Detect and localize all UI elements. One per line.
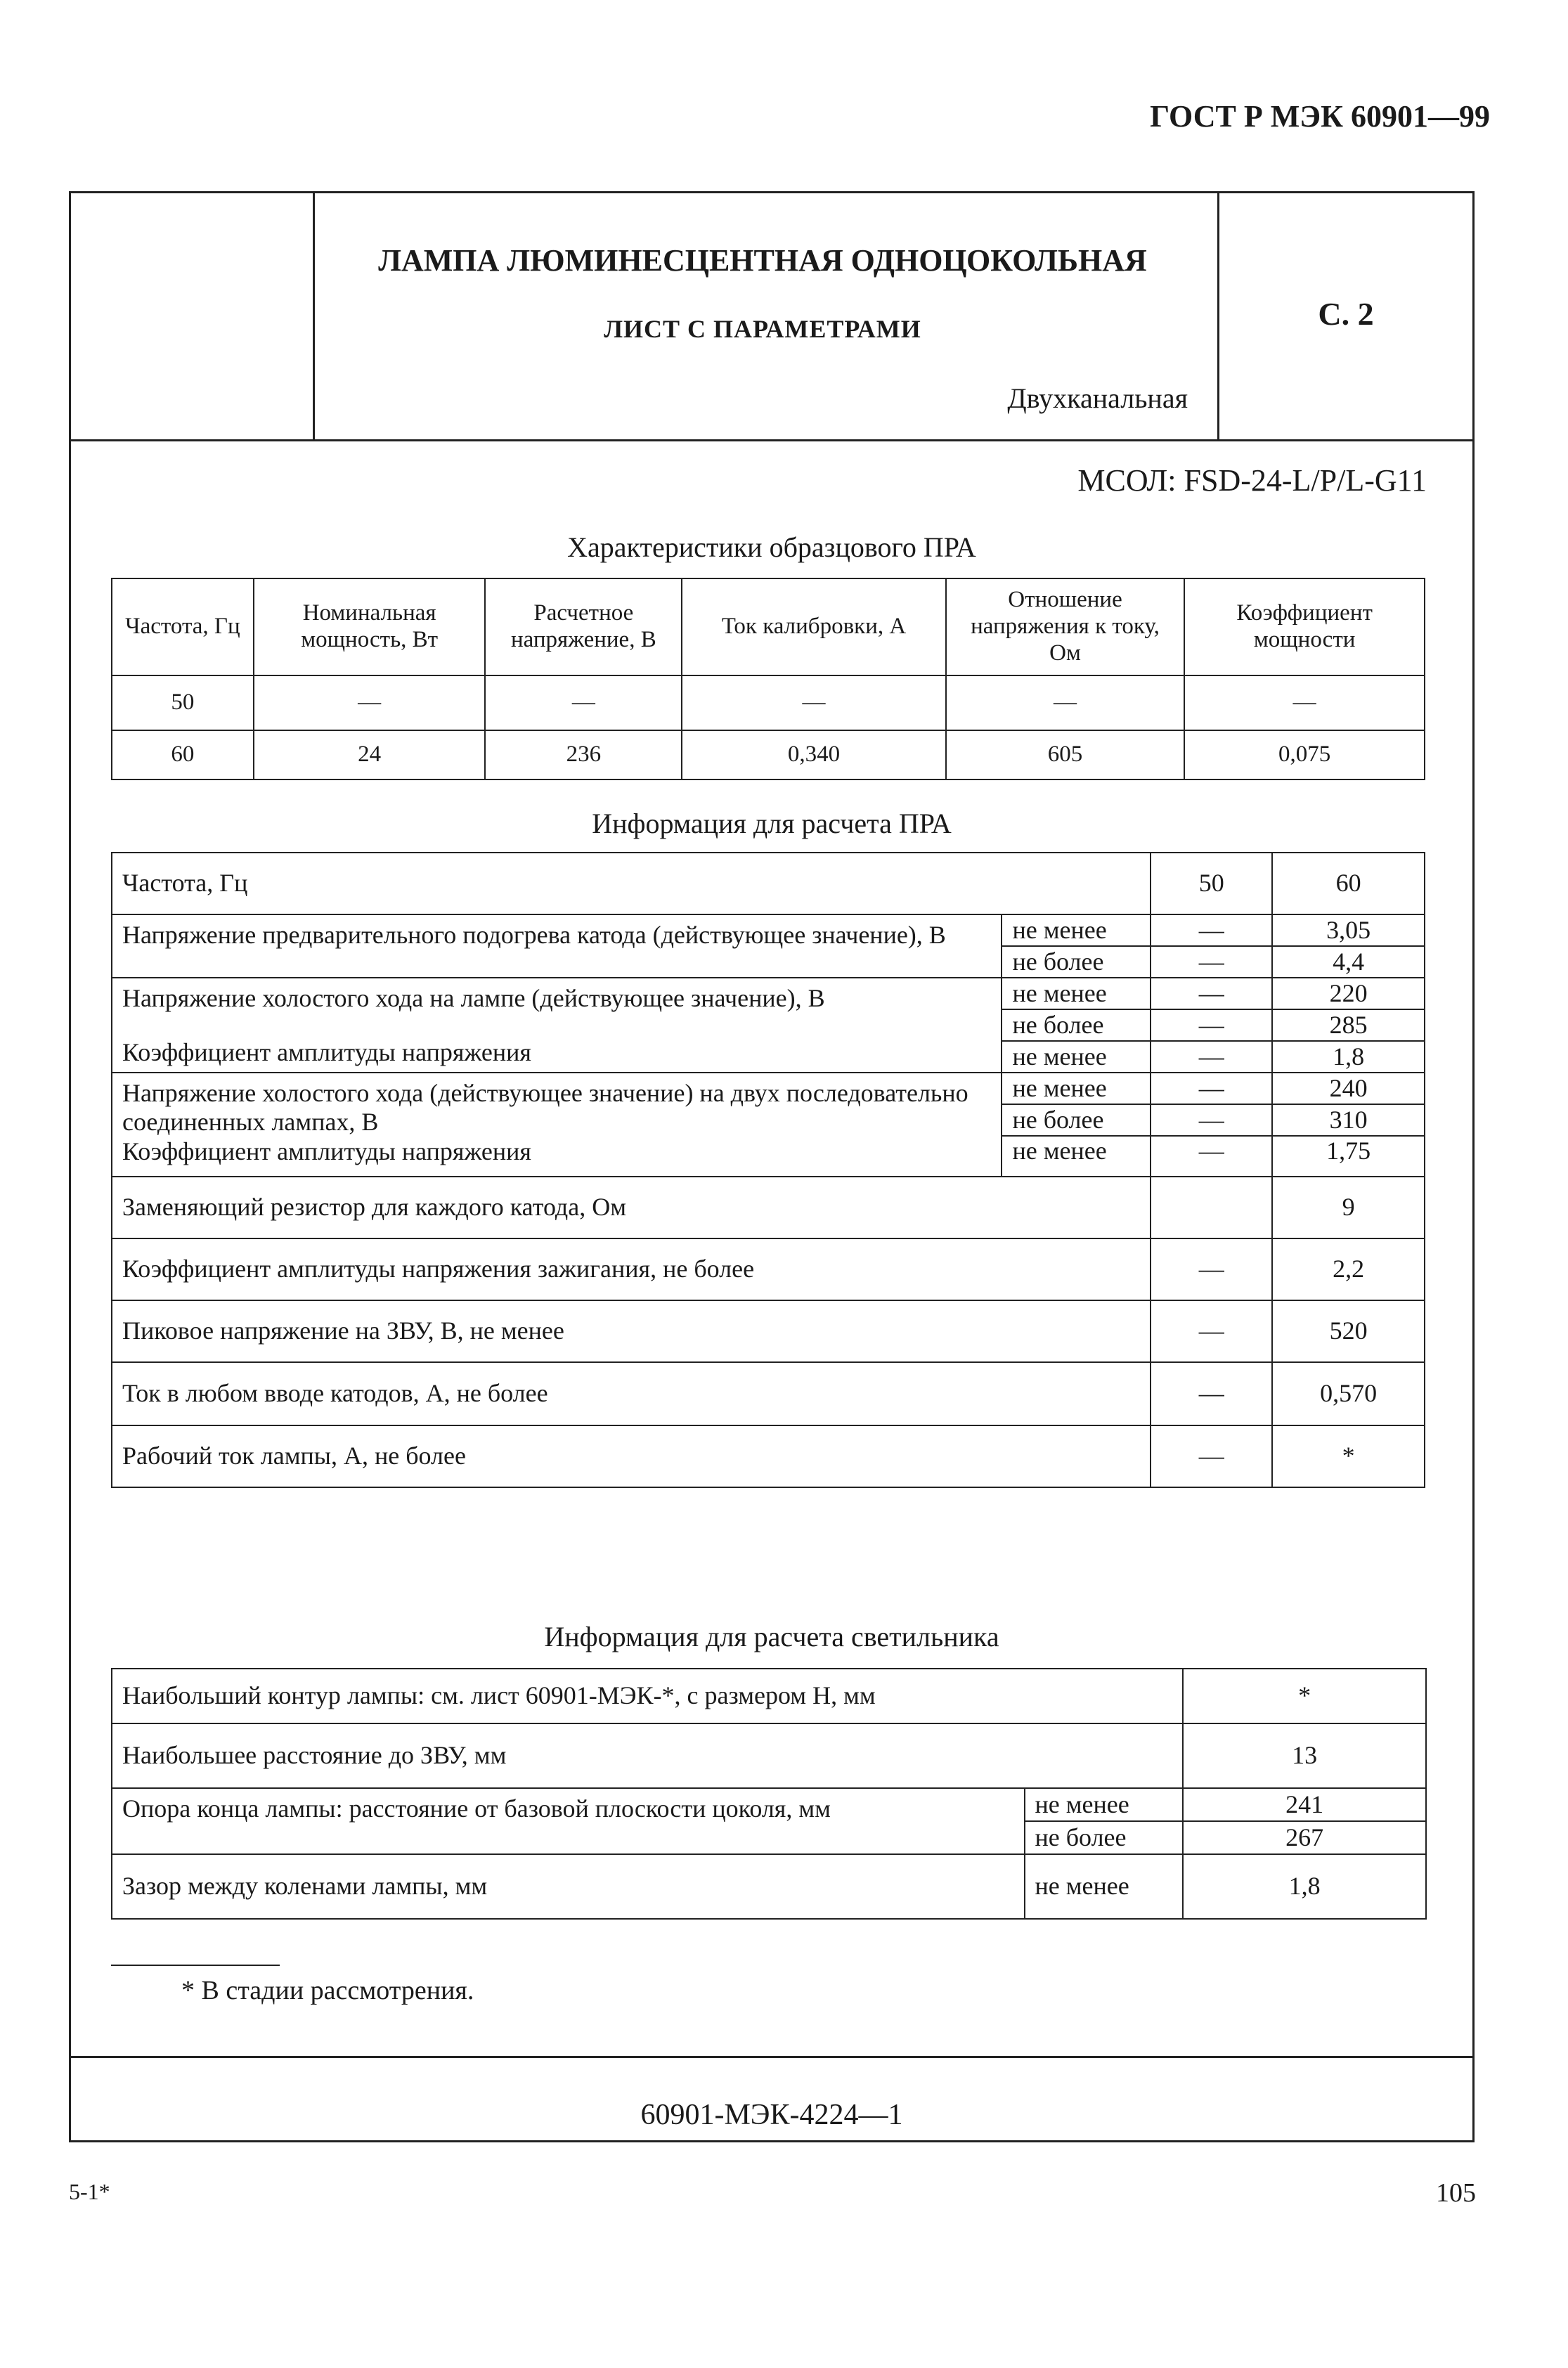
condition-cell: не менее — [1002, 978, 1151, 1009]
footer-left-mark: 5-1* — [69, 2179, 110, 2204]
condition-cell: не менее — [1002, 914, 1151, 946]
condition-cell: не менее — [1002, 1073, 1151, 1104]
table-cell: 605 — [946, 730, 1185, 779]
preheat-label: Напряжение предварительного подогрева катода (действующее значение), В — [112, 914, 1002, 978]
value-50: — — [1151, 946, 1272, 978]
value-60: 310 — [1272, 1104, 1425, 1136]
col-header: Расчетное напряжение, В — [485, 578, 682, 675]
value-50: — — [1151, 978, 1272, 1009]
document-code: 60901-МЭК-4224—1 — [640, 2099, 903, 2131]
value-60: 4,4 — [1272, 946, 1425, 978]
footnote-rule — [111, 1965, 280, 1966]
sheet-number: С. 2 — [1318, 296, 1374, 332]
value-50: — — [1151, 1425, 1272, 1487]
contour-label: Наибольший контур лампы: см. лист 60901-МЭК-*, с размером H, мм — [112, 1669, 1183, 1723]
footer-divider — [69, 2056, 1475, 2058]
value-50: — — [1151, 1009, 1272, 1041]
condition-cell: не более — [1002, 1104, 1151, 1136]
table-cell: 236 — [485, 730, 682, 779]
col-header: Номинальная мощность, Вт — [254, 578, 486, 675]
value-50: — — [1151, 1238, 1272, 1300]
table-cell: — — [682, 675, 945, 730]
col-header: Ток калибровки, А — [682, 578, 945, 675]
ignition-crest-label: Коэффициент амплитуды напряжения зажигания, не более — [112, 1238, 1151, 1300]
value-50: — — [1151, 1041, 1272, 1073]
gap-value: 1,8 — [1183, 1854, 1426, 1919]
value-50: — — [1151, 1073, 1272, 1104]
table-cell: 0,340 — [682, 730, 945, 779]
lamp-variant: Двухканальная — [1007, 382, 1188, 414]
value-60: 3,05 — [1272, 914, 1425, 946]
table-row — [112, 730, 1425, 779]
opencircuit-label — [112, 978, 1002, 1073]
value-50: — — [1151, 1362, 1272, 1425]
table-cell: 60 — [112, 730, 254, 779]
series-label — [112, 1073, 1002, 1177]
value-60: 285 — [1272, 1009, 1425, 1041]
condition-cell: не менее — [1002, 1136, 1151, 1177]
distance-value: 13 — [1183, 1723, 1426, 1788]
freq-50: 50 — [1151, 853, 1272, 914]
page-number: 105 — [1436, 2178, 1476, 2208]
standard-number: ГОСТ Р МЭК 60901—99 — [1150, 99, 1490, 134]
value-50: — — [1151, 914, 1272, 946]
support-min-value: 241 — [1183, 1788, 1426, 1821]
condition-cell: не более — [1025, 1821, 1184, 1854]
luminaire-caption: Информация для расчета светильника — [544, 1621, 999, 1652]
value-50 — [1151, 1177, 1272, 1238]
luminaire-table — [111, 1668, 1427, 1920]
ballast-caption: Характеристики образцового ПРА — [567, 531, 976, 563]
footnote: * В стадии рассмотрения. — [181, 1976, 474, 2005]
table-cell: 50 — [112, 675, 254, 730]
opencircuit-crest-label: Коэффициент амплитуды напряжения — [122, 1038, 531, 1067]
resistor-label: Заменяющий резистор для каждого катода, Ом — [112, 1177, 1151, 1238]
table-cell: — — [946, 675, 1185, 730]
value-60: 240 — [1272, 1073, 1425, 1104]
cathode-current-label: Ток в любом вводе катодов, А, не более — [112, 1362, 1151, 1425]
distance-label: Наибольшее расстояние до ЗВУ, мм — [112, 1723, 1183, 1788]
sheet-subtitle: ЛИСТ С ПАРАМЕТРАМИ — [604, 315, 921, 343]
value-60: 1,75 — [1272, 1136, 1425, 1177]
value-50: — — [1151, 1104, 1272, 1136]
operating-current-label: Рабочий ток лампы, А, не более — [112, 1425, 1151, 1487]
freq-60: 60 — [1272, 853, 1425, 914]
peak-voltage-label: Пиковое напряжение на ЗВУ, В, не менее — [112, 1300, 1151, 1362]
series-crest-label: Коэффициент амплитуды напряжения — [122, 1137, 531, 1165]
condition-cell: не более — [1002, 1009, 1151, 1041]
table-cell: — — [485, 675, 682, 730]
series-voltage-label: Напряжение холостого хода (действующее значение) на двух последовательно соединенных лампах, В — [122, 1079, 968, 1137]
contour-value: * — [1183, 1669, 1426, 1723]
value-60: * — [1272, 1425, 1425, 1487]
value-60: 220 — [1272, 978, 1425, 1009]
value-50: — — [1151, 1136, 1272, 1177]
condition-cell: не менее — [1002, 1041, 1151, 1073]
support-label: Опора конца лампы: расстояние от базовой плоскости цоколя, мм — [112, 1788, 1025, 1854]
calc-table — [111, 852, 1425, 1488]
support-max-value: 267 — [1183, 1821, 1426, 1854]
table-row — [112, 675, 1425, 730]
lamp-designation: МСОЛ: FSD-24-L/P/L-G11 — [1077, 463, 1427, 498]
value-50: — — [1151, 1300, 1272, 1362]
table-cell: — — [1184, 675, 1425, 730]
col-header: Частота, Гц — [112, 578, 254, 675]
table-cell: — — [254, 675, 486, 730]
condition-cell: не менее — [1025, 1788, 1184, 1821]
col-header: Отношение напряжения к току, Ом — [946, 578, 1185, 675]
gap-label: Зазор между коленами лампы, мм — [112, 1854, 1025, 1919]
value-60: 1,8 — [1272, 1041, 1425, 1073]
calc-caption: Информация для расчета ПРА — [592, 808, 952, 839]
value-60: 9 — [1272, 1177, 1425, 1238]
condition-cell: не менее — [1025, 1854, 1184, 1919]
header-divider — [69, 439, 1475, 441]
col-header: Коэффициент мощности — [1184, 578, 1425, 675]
condition-cell: не более — [1002, 946, 1151, 978]
value-60: 2,2 — [1272, 1238, 1425, 1300]
value-60: 520 — [1272, 1300, 1425, 1362]
table-cell: 24 — [254, 730, 486, 779]
freq-label: Частота, Гц — [112, 853, 1151, 914]
sheet-title: ЛАМПА ЛЮМИНЕСЦЕНТНАЯ ОДНОЦОКОЛЬНАЯ — [378, 243, 1147, 278]
table-cell: 0,075 — [1184, 730, 1425, 779]
value-60: 0,570 — [1272, 1362, 1425, 1425]
opencircuit-voltage-label: Напряжение холостого хода на лампе (действующее значение), В — [122, 984, 825, 1012]
ballast-table — [111, 578, 1425, 780]
